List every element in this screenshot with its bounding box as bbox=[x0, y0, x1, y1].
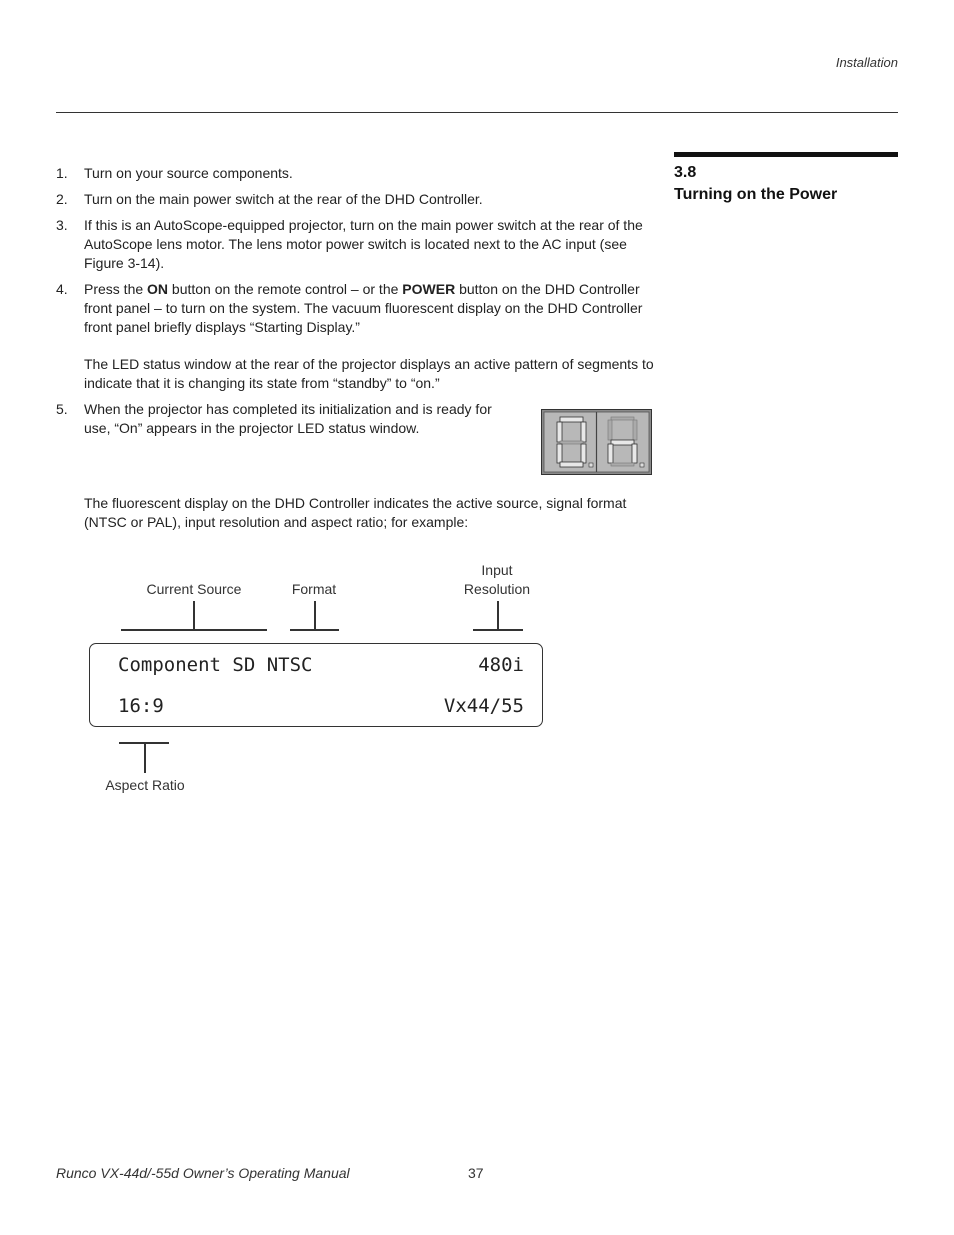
format-label: Format bbox=[291, 581, 337, 597]
section-number: 3.8 bbox=[674, 164, 697, 181]
format-callout bbox=[314, 601, 316, 630]
list-item bbox=[56, 400, 506, 438]
display-aspect-ratio: 16:9 bbox=[118, 695, 164, 717]
step-text: Turn on the main power switch at the rear of the DHD Controller. bbox=[84, 191, 483, 207]
led-on-display-icon bbox=[541, 409, 652, 475]
aspect-ratio-label: Aspect Ratio bbox=[105, 777, 185, 793]
fluorescent-display-paragraph: The fluorescent display on the DHD Controller indicates the active source, signal format (NTSC or PAL), input resolution and aspect ratio; for example: bbox=[84, 495, 627, 530]
step-number: 2. bbox=[56, 191, 68, 207]
format-bracket bbox=[290, 629, 339, 631]
list-item bbox=[56, 190, 656, 209]
current-source-label: Current Source bbox=[146, 581, 242, 597]
fluorescent-display-example bbox=[89, 643, 543, 727]
display-resolution: 480i bbox=[478, 654, 524, 676]
led-status-paragraph: The LED status window at the rear of the projector displays an active pattern of segments to indicate that it is changing its state from “standby” to “on.” bbox=[84, 356, 654, 391]
input-resolution-label-line1: Input bbox=[481, 562, 513, 578]
running-header: Installation bbox=[835, 55, 898, 70]
step-number: 5. bbox=[56, 401, 68, 417]
page-number: 37 bbox=[468, 1165, 484, 1181]
display-model: Vx44/55 bbox=[443, 695, 524, 717]
step-number: 1. bbox=[56, 165, 68, 181]
display-source-format: Component SD NTSC bbox=[118, 654, 313, 676]
step-number: 4. bbox=[56, 281, 68, 297]
step-number: 3. bbox=[56, 217, 68, 233]
step-text: Press the ON button on the remote control – or the POWER button on the DHD Controller front panel – to turn on the system. The vacuum fluorescent display on the DHD Controller front panel briefly displays “Starting Display.” bbox=[84, 281, 643, 335]
power-button-name: POWER bbox=[402, 281, 456, 297]
footer-manual-title: Runco VX-44d/-55d Owner’s Operating Manual bbox=[56, 1165, 350, 1181]
step-text: If this is an AutoScope-equipped projector, turn on the main power switch at the rear of the AutoScope lens motor. The lens motor power switch is located next to the AC input (see Figure 3-14). bbox=[84, 217, 643, 271]
step-text: When the projector has completed its initialization and is ready for use, “On” appears in the projector LED status window. bbox=[84, 401, 492, 436]
section-title: Turning on the Power bbox=[674, 186, 838, 203]
section-rule bbox=[674, 152, 898, 157]
input-resolution-label-line2: Resolution bbox=[463, 581, 531, 597]
current-source-callout bbox=[193, 601, 195, 630]
list-item bbox=[56, 280, 656, 337]
list-item bbox=[56, 164, 656, 183]
aspect-ratio-callout bbox=[144, 742, 146, 773]
header-rule bbox=[56, 112, 898, 113]
current-source-bracket bbox=[121, 629, 267, 631]
input-resolution-bracket bbox=[473, 629, 523, 631]
step-text: Turn on your source components. bbox=[84, 165, 293, 181]
input-resolution-callout bbox=[497, 601, 499, 630]
on-button-name: ON bbox=[147, 281, 169, 297]
list-item bbox=[56, 216, 656, 273]
